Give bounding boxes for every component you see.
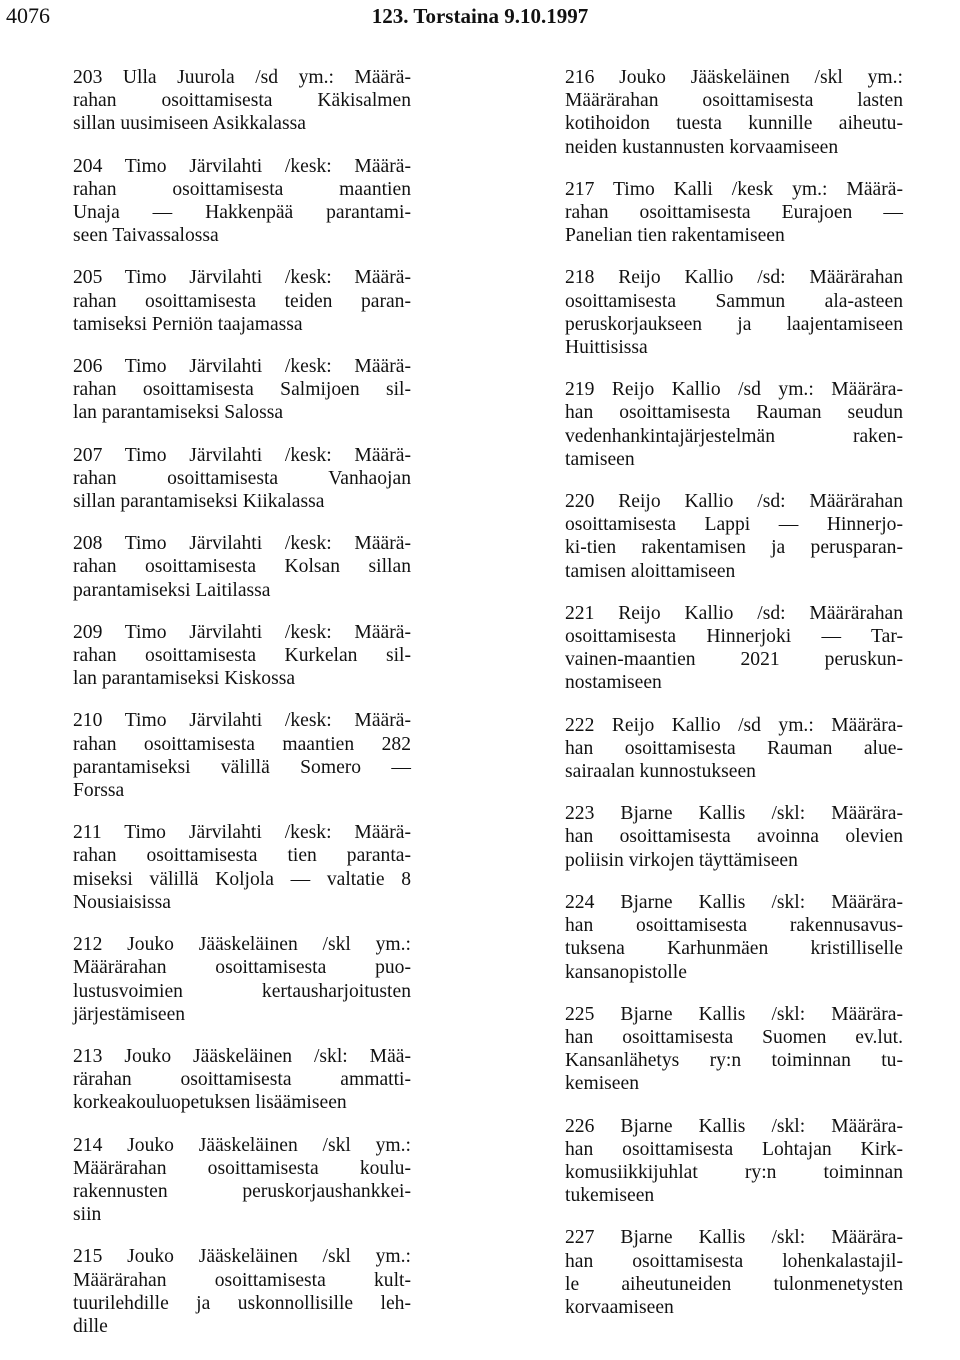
- entry-line: nostamiseen: [565, 672, 662, 694]
- entry-line: rahan osoittamisesta maantien: [73, 178, 411, 200]
- entry-line: osoittamisesta Hinnerjoki — Tar-: [565, 626, 903, 648]
- entry-line: lan parantamiseksi Kiskossa: [73, 668, 296, 690]
- motion-entry: [73, 155, 411, 248]
- entry-line: osoittamisesta Lappi — Hinnerjo-: [565, 514, 903, 536]
- entry-line: poliisin virkojen täyttämiseen: [565, 849, 798, 871]
- motion-entry: [565, 378, 903, 471]
- entry-line: 215 Jouko Jääskeläinen /skl ym.:: [73, 1246, 411, 1268]
- entry-line: Unaja — Hakkenpää parantami-: [73, 202, 411, 224]
- entry-line: 213 Jouko Jääskeläinen /skl: Mää-: [73, 1045, 411, 1067]
- motion-entry: [565, 802, 903, 872]
- entry-line: sillan uusimiseen Asikkalassa: [73, 113, 306, 135]
- page-number: 4076: [6, 3, 50, 28]
- entry-line: komusiikkijuhlat ry:n toiminnan: [565, 1161, 903, 1183]
- entry-line: 204 Timo Järvilahti /kesk: Määrä-: [73, 155, 411, 177]
- entry-line: rahan osoittamisesta Käkisalmen: [73, 90, 411, 112]
- left-column: [73, 66, 411, 1357]
- entry-line: 216 Jouko Jääskeläinen /skl ym.:: [565, 67, 903, 88]
- entry-line: rahan osoittamisesta Vanhaojan: [73, 467, 411, 489]
- entry-line: vainen-maantien 2021 peruskun-: [565, 649, 903, 671]
- motion-entry: [565, 1003, 903, 1096]
- entry-line: 208 Timo Järvilahti /kesk: Määrä-: [73, 533, 411, 555]
- motion-entry: [73, 444, 411, 514]
- entry-line: rärahan osoittamisesta ammatti-: [73, 1069, 411, 1091]
- entry-line: Panelian tien rakentamiseen: [565, 225, 785, 247]
- motion-entry: [73, 1245, 411, 1338]
- motion-entry: [73, 66, 411, 136]
- entry-line: le aiheutuneiden tulonmenetysten: [565, 1273, 903, 1295]
- entry-line: vedenhankintajärjestelmän raken-: [565, 425, 903, 447]
- entry-line: korkeakouluopetuksen lisäämiseen: [73, 1092, 347, 1114]
- entry-line: lustusvoimien kertausharjoitusten: [73, 980, 411, 1002]
- entry-line: han osoittamisesta avoinna olevien: [565, 826, 903, 848]
- entry-line: 227 Bjarne Kallis /skl: Määrära-: [565, 1227, 903, 1249]
- entry-line: peruskorjaukseen ja laajentamiseen: [565, 313, 903, 335]
- entry-line: korvaamiseen: [565, 1296, 674, 1318]
- entry-line: 206 Timo Järvilahti /kesk: Määrä-: [73, 356, 411, 378]
- entry-line: 224 Bjarne Kallis /skl: Määrära-: [565, 891, 903, 913]
- entry-line: kotihoidon tuesta kunnille aiheutu-: [565, 113, 903, 135]
- motion-entry: [565, 1226, 903, 1319]
- entry-line: Määrärahan osoittamisesta koulu-: [73, 1157, 411, 1179]
- entry-line: kansanopistolle: [565, 961, 687, 983]
- entry-line: han osoittamisesta Lohtajan Kirk-: [565, 1138, 903, 1160]
- entry-line: 212 Jouko Jääskeläinen /skl ym.:: [73, 934, 411, 956]
- entry-line: kemiseen: [565, 1073, 639, 1095]
- motion-entry: [565, 891, 903, 984]
- entry-line: rahan osoittamisesta teiden paran-: [73, 290, 411, 312]
- entry-line: han osoittamisesta Rauman seudun: [565, 402, 903, 424]
- motion-entry: [565, 490, 903, 583]
- entry-line: 218 Reijo Kallio /sd: Määrärahan: [565, 267, 903, 289]
- entry-line: rahan osoittamisesta maantien 282: [73, 733, 411, 755]
- entry-line: han osoittamisesta lohenkalastajil-: [565, 1250, 903, 1272]
- entry-line: siin: [73, 1204, 102, 1226]
- entry-line: 221 Reijo Kallio /sd: Määrärahan: [565, 602, 903, 624]
- motion-entry: [73, 355, 411, 425]
- entry-line: Nousiaisissa: [73, 891, 171, 913]
- right-column: [565, 66, 903, 1338]
- entry-line: rahan osoittamisesta Salmijoen sil-: [73, 379, 411, 401]
- entry-line: 207 Timo Järvilahti /kesk: Määrä-: [73, 444, 411, 466]
- entry-line: tamiseksi Perniön taajamassa: [73, 313, 303, 335]
- entry-line: dille: [73, 1315, 108, 1337]
- motion-entry: [565, 66, 903, 159]
- motion-entry: [565, 266, 903, 359]
- motion-entry: [73, 621, 411, 691]
- entry-line: lan parantamiseksi Salossa: [73, 402, 284, 424]
- entry-line: tuurilehdille ja uskonnollisille leh-: [73, 1292, 411, 1314]
- motion-entry: [73, 933, 411, 1026]
- entry-line: osoittamisesta Sammun ala-asteen: [565, 290, 903, 312]
- entry-line: parantamiseksi Laitilassa: [73, 579, 271, 601]
- entry-line: 226 Bjarne Kallis /skl: Määrära-: [565, 1115, 903, 1137]
- entry-line: 205 Timo Järvilahti /kesk: Määrä-: [73, 267, 411, 289]
- page-header: [0, 0, 960, 34]
- entry-line: rahan osoittamisesta Eurajoen —: [565, 202, 903, 224]
- entry-line: 222 Reijo Kallio /sd ym.: Määrära-: [565, 714, 903, 736]
- entry-line: 203 Ulla Juurola /sd ym.: Määrä-: [73, 67, 411, 88]
- entry-line: rahan osoittamisesta Kolsan sillan: [73, 556, 411, 578]
- entry-line: 220 Reijo Kallio /sd: Määrärahan: [565, 491, 903, 513]
- entry-line: miseksi välillä Koljola — valtatie 8: [73, 868, 411, 890]
- motion-entry: [565, 1115, 903, 1208]
- entry-line: rakennusten peruskorjaushankkei-: [73, 1180, 411, 1202]
- entry-line: sairaalan kunnostukseen: [565, 761, 756, 783]
- running-title: 123. Torstaina 9.10.1997: [371, 4, 589, 28]
- entry-line: neiden kustannusten korvaamiseen: [565, 136, 839, 158]
- entry-line: sillan parantamiseksi Kiikalassa: [73, 491, 325, 513]
- motion-entry: [73, 1045, 411, 1115]
- entry-line: han osoittamisesta rakennusavus-: [565, 915, 903, 937]
- entry-line: 217 Timo Kalli /kesk ym.: Määrä-: [565, 178, 903, 200]
- motion-entry: [565, 714, 903, 784]
- entry-line: han osoittamisesta Suomen ev.lut.: [565, 1026, 903, 1048]
- entry-line: tuksena Karhunmäen kristilliselle: [565, 938, 903, 960]
- entry-line: rahan osoittamisesta tien paranta-: [73, 845, 411, 867]
- entry-line: rahan osoittamisesta Kurkelan sil-: [73, 645, 411, 667]
- entry-line: tamisen aloittamiseen: [565, 560, 736, 582]
- entry-line: 225 Bjarne Kallis /skl: Määrära-: [565, 1003, 903, 1025]
- entry-line: 211 Timo Järvilahti /kesk: Määrä-: [73, 822, 411, 844]
- entry-line: 223 Bjarne Kallis /skl: Määrära-: [565, 803, 903, 825]
- entry-line: 210 Timo Järvilahti /kesk: Määrä-: [73, 710, 411, 732]
- entry-line: 214 Jouko Jääskeläinen /skl ym.:: [73, 1134, 411, 1156]
- motion-entry: [73, 709, 411, 802]
- entry-line: Forssa: [73, 780, 125, 802]
- entry-line: Määrärahan osoittamisesta puo-: [73, 957, 411, 979]
- motion-entry: [73, 821, 411, 914]
- entry-line: 219 Reijo Kallio /sd ym.: Määrära-: [565, 379, 903, 401]
- entry-line: parantamiseksi välillä Somero —: [73, 756, 411, 778]
- motion-entry: [73, 1134, 411, 1227]
- entry-line: tukemiseen: [565, 1185, 655, 1207]
- motion-entry: [73, 266, 411, 336]
- motion-entry: [73, 532, 411, 602]
- motion-entry: [565, 602, 903, 695]
- entry-line: järjestämiseen: [73, 1003, 186, 1025]
- entry-line: Määrärahan osoittamisesta kult-: [73, 1269, 411, 1291]
- entry-line: 209 Timo Järvilahti /kesk: Määrä-: [73, 621, 411, 643]
- entry-line: seen Taivassalossa: [73, 225, 219, 247]
- entry-line: tamiseen: [565, 448, 635, 470]
- motion-entry: [565, 178, 903, 248]
- entry-line: ki-tien rakentamisen ja perusparan-: [565, 537, 903, 559]
- entry-line: Kansanlähetys ry:n toiminnan tu-: [565, 1050, 903, 1072]
- entry-line: Määrärahan osoittamisesta lasten: [565, 90, 903, 112]
- entry-line: han osoittamisesta Rauman alue-: [565, 737, 903, 759]
- entry-line: Huittisissa: [565, 337, 648, 359]
